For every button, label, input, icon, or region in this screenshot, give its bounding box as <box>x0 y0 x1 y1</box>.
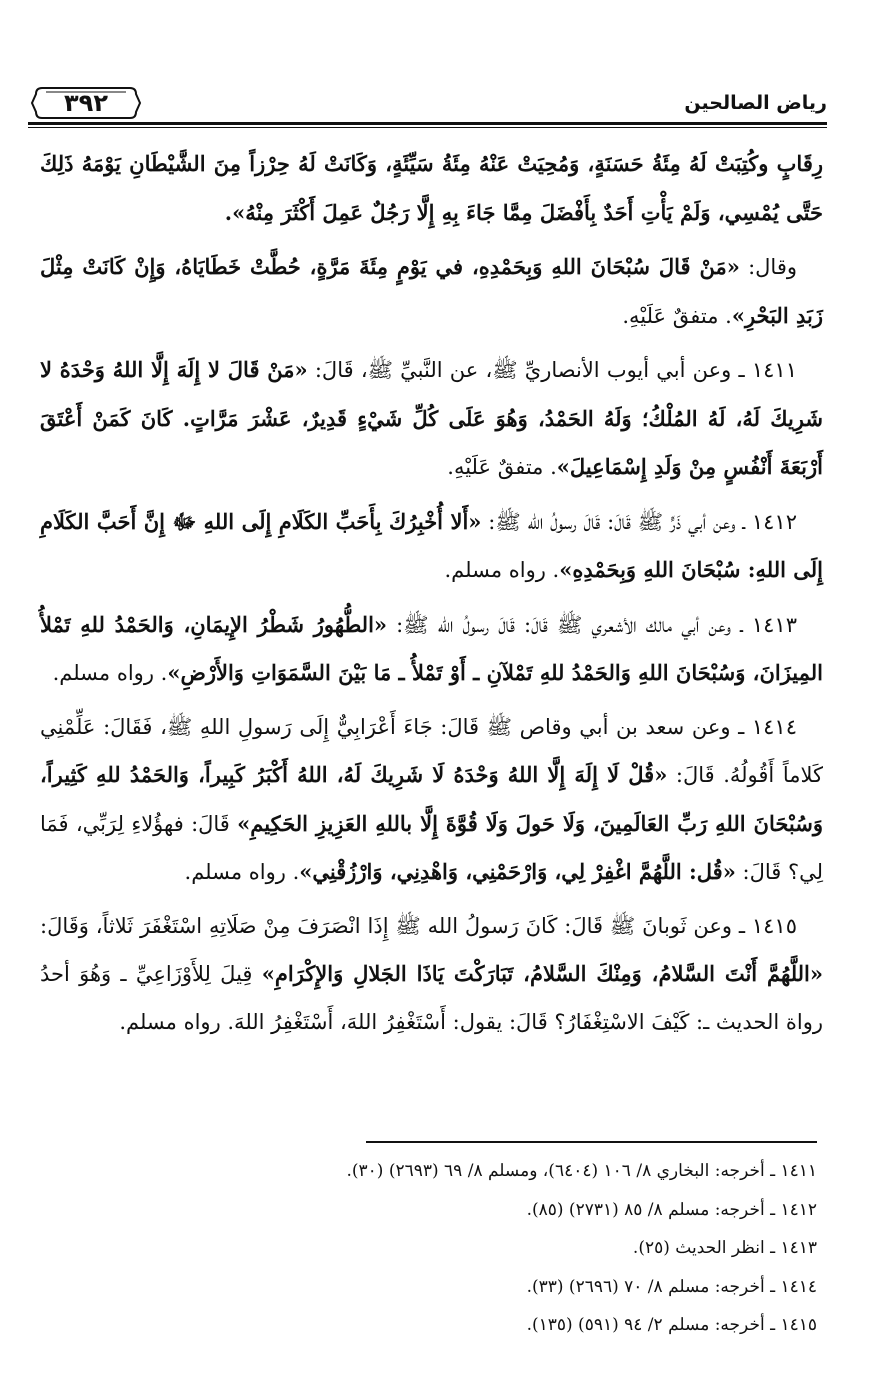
narration-text: . متفقٌ عَلَيْهِ. <box>447 455 557 479</box>
body-text <box>40 140 823 1052</box>
narration-text: . متفقٌ عَلَيْهِ. <box>622 303 732 328</box>
narration-text: ١٤١٥ ـ وعن ثَوبانَ ﷺ قَالَ: كَانَ رَسولُ الله ﷺ إِذَا انْصَرَفَ مِنْ صَلَاتِهِ اسْتَغْفَرَ ثَلاثاً، وَقَالَ: <box>40 913 797 938</box>
hadith-text: «اللَّهُمَّ أَنْتَ السَّلامُ، وَمِنْكَ السَّلامُ، تَبَارَكْتَ يَاذَا الجَلالِ وَالإِكْرَامِ» <box>261 961 824 986</box>
paragraph <box>40 140 823 237</box>
footnotes <box>40 1152 817 1345</box>
narration-text: قَالَ: فهؤُلاءِ لِرَبِّي، فَمَا لِي؟ قَالَ: <box>40 811 823 884</box>
narration-text: وقال: <box>739 255 797 279</box>
narration-text: ١٤١٢ ـ وعن أبي ذَرٍّ ﷺ قَالَ: قَالَ رسولُ الله ﷺ: <box>481 509 797 534</box>
paragraph <box>40 498 823 595</box>
hadith-text: «قُل: اللَّهُمَّ اغْفِرْ لِي، وَارْحَمْنِي، وَاهْدِنِي، وَارْزُقْنِي» <box>299 859 736 884</box>
header-rule-thin <box>28 127 827 128</box>
footnote: ١٤١٤ ـ أخرجه: مسلم ٨/ ٧٠ (٢٦٩٦) (٣٣). <box>526 1276 817 1297</box>
paragraph <box>40 601 823 698</box>
hadith-text: «قُلْ لَا إِلَهَ إِلَّا اللهُ وَحْدَهُ لَا شَرِيكَ لَهُ، اللهُ أَكْبَرُ كَبِيراً، وَالحَمْدُ للهِ كَثِيراً، وَسُبْحَانَ اللهِ رَبِّ العَالَمِينَ، وَلَا حَولَ وَلَا قُوَّةَ إِلَّا باللهِ العَزِيزِ الحَكِيمِ» <box>40 762 823 836</box>
page-number-frame <box>30 86 142 120</box>
paragraph <box>40 903 823 1047</box>
paragraph <box>40 346 823 492</box>
narration-text: ١٤١٣ ـ وعن أبي مالك الأشعري ﷺ قَالَ: قَالَ رسولُ الله ﷺ: <box>387 612 797 637</box>
footnote: ١٤١٣ ـ انظر الحديث (٢٥). <box>632 1238 817 1258</box>
narration-text: . رواه مسلم. <box>184 860 300 884</box>
hadith-text: «أَلا أُخْبِرُكَ بِأَحَبِّ الكَلَامِ إِلَى اللهِ ﷻ إِنَّ أَحَبَّ الكَلَامِ إِلَى اللهِ: سُبْحَانَ اللهِ وَبِحَمْدِهِ» <box>40 508 823 582</box>
paragraph <box>40 704 823 897</box>
footnote-separator <box>366 1141 817 1143</box>
page-header <box>30 82 827 122</box>
header-rule <box>28 122 827 125</box>
narration-text: قِيلَ لِلأَوْزَاعِيِّ ـ وَهُوَ أحدُ رواة الحديث ـ: كَيْفَ الاسْتِغْفَارُ؟ قَالَ: يقول: أَسْتَغْفِرُ اللهَ، أَسْتَغْفِرُ اللهَ. رواه مسلم. <box>40 962 823 1034</box>
hadith-text: «مَنْ قَالَ سُبْحَانَ اللهِ وَبِحَمْدِهِ، في يَوْمٍ مِئَةَ مَرَّةٍ، حُطَّتْ خَطَايَاهُ، وَإِنْ كَانَتْ مِثْلَ زَبَدِ البَحْرِ» <box>40 254 823 328</box>
book-title: رياض الصالحين <box>684 92 827 114</box>
footnote: ١٤١١ ـ أخرجه: البخاري ٨/ ١٠٦ (٦٤٠٤)، ومسلم ٨/ ٦٩ (٢٦٩٣) (٣٠). <box>346 1161 817 1181</box>
hadith-text: «مَنْ قَالَ لا إِلَهَ إِلَّا اللهُ وَحْدَهُ لا شَرِيكَ لَهُ، لَهُ المُلْكُ؛ وَلَهُ الحَمْدُ، وَهُوَ عَلَى كُلِّ شَيْءٍ قَدِيرٌ، عَشْرَ مَرَّاتٍ. كَانَ كَمَنْ أَعْتَقَ أَرْبَعَةَ أَنْفُسٍ مِنْ وَلَدِ إِسْمَاعِيلَ» <box>40 357 823 479</box>
hadith-text: رِقَابٍ وكُتِبَتْ لَهُ مِئَةُ حَسَنَةٍ، وَمُحِيَتْ عَنْهُ مِئَةُ سَيِّئَةٍ، وَكَانَتْ لَهُ حِرْزاً مِنَ الشَّيْطَانِ يَوْمَهُ ذَلِكَ حَتَّى يُمْسِي، وَلَمْ يَأْتِ أَحَدٌ بِأَفْضَلَ مِمَّا جَاءَ بِهِ إِلَّا رَجُلٌ عَمِلَ أَكْثَرَ مِنْهُ». <box>40 151 823 225</box>
narration-text: . رواه مسلم. <box>52 661 168 685</box>
narration-text: ١٤١٤ ـ وعن سعد بن أبي وقاص ﷺ قَالَ: جَاءَ أَعْرَابِيٌّ إِلَى رَسولِ اللهِ ﷺ، فَقَالَ: عَلِّمْنِي كَلاماً أَقُولُهُ. قَالَ: <box>40 714 823 787</box>
narration-text: . رواه مسلم. <box>444 558 560 582</box>
paragraph <box>40 243 823 340</box>
footnote: ١٤١٢ ـ أخرجه: مسلم ٨/ ٨٥ (٢٧٣١) (٨٥). <box>526 1199 817 1220</box>
footnote: ١٤١٥ ـ أخرجه: مسلم ٢/ ٩٤ (٥٩١) (١٣٥). <box>526 1315 817 1335</box>
hadith-text: «الطُّهُورُ شَطْرُ الإِيمَانِ، وَالحَمْدُ للهِ تَمْلأُ المِيزَانَ، وَسُبْحَانَ اللهِ وَالحَمْدُ للهِ تَمْلآنِ ـ أَوْ تَمْلأُ ـ مَا بَيْنَ السَّمَوَاتِ وَالأَرْضِ» <box>40 611 823 685</box>
narration-text: ١٤١١ ـ وعن أبي أيوب الأنصاريِّ ﷺ، عن النَّبيِّ ﷺ، قَالَ: <box>307 358 797 382</box>
page-number: ٣٩٢ <box>64 89 108 117</box>
